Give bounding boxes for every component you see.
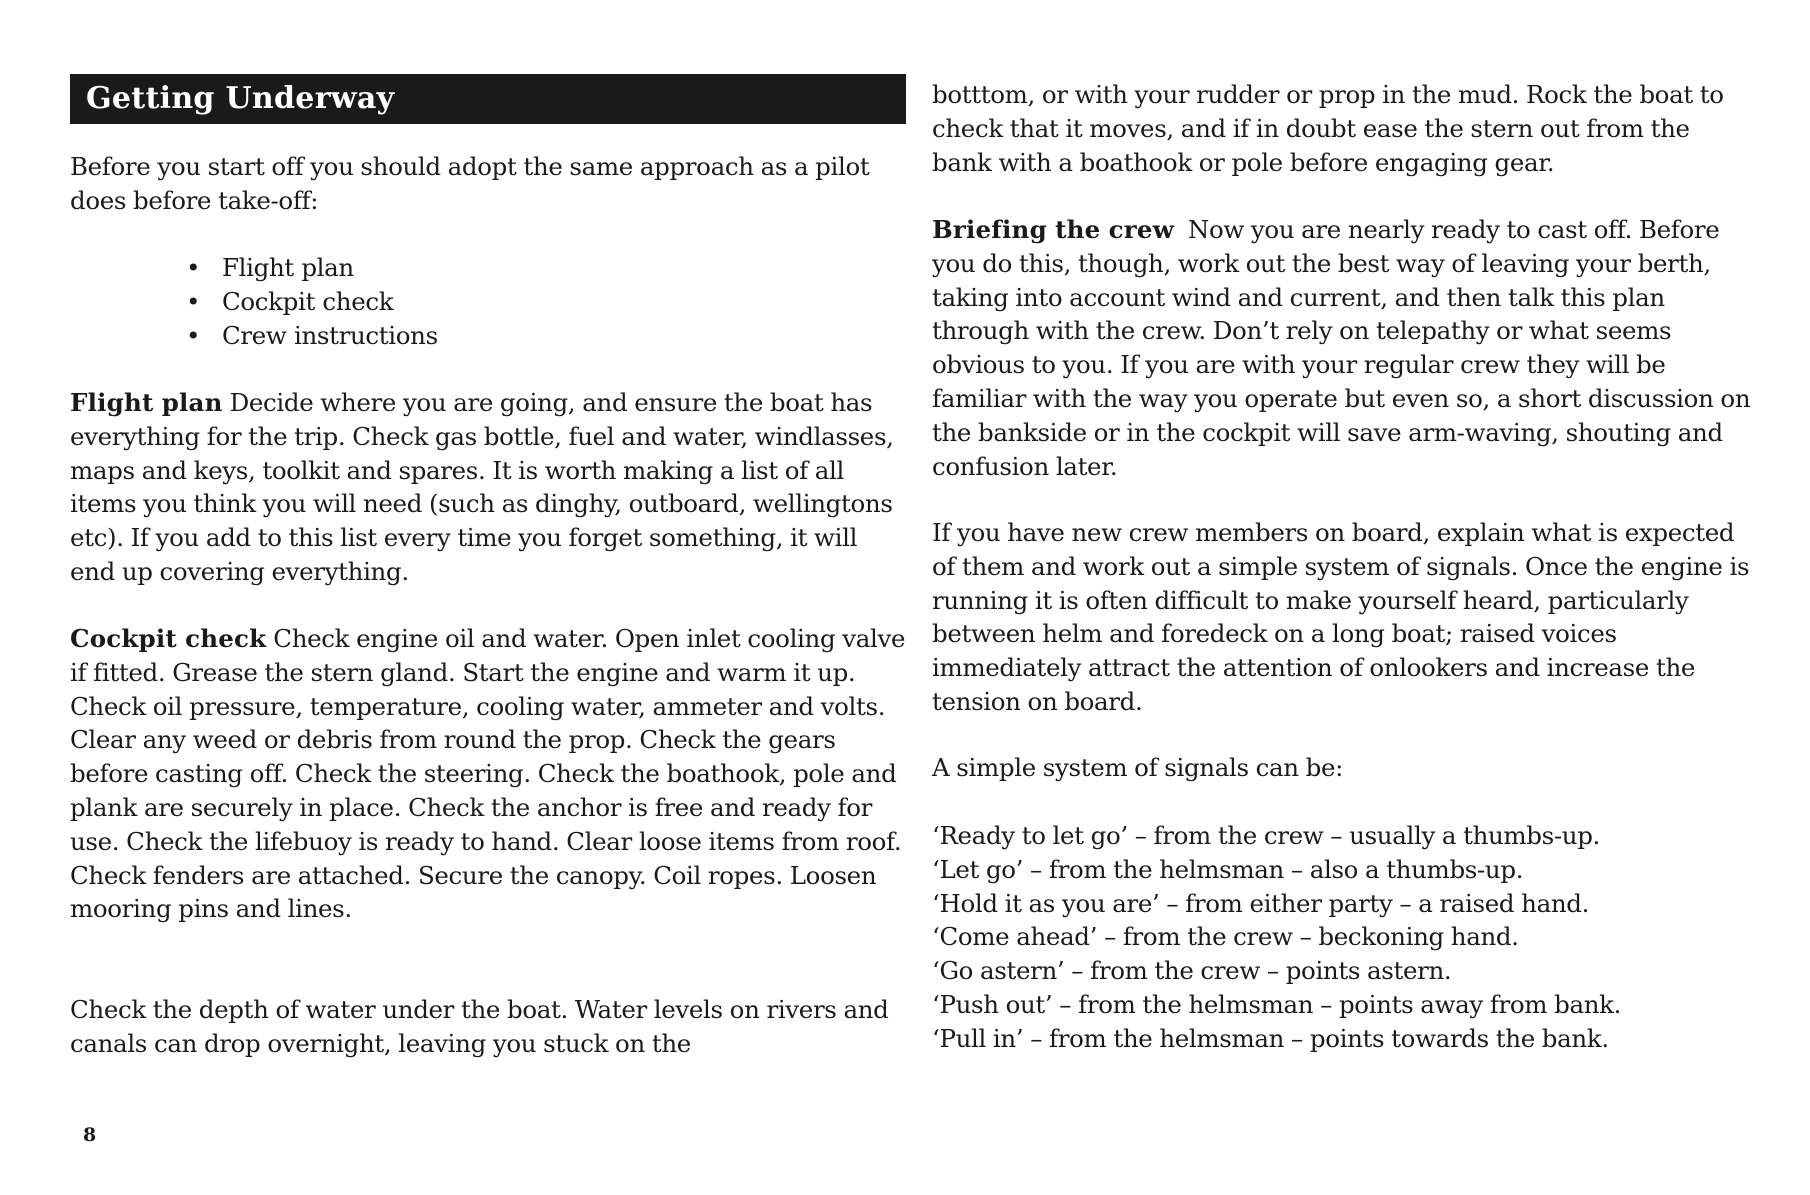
list-item <box>70 251 906 285</box>
briefing-label: Briefing the crew <box>932 215 1174 244</box>
list-item <box>70 319 906 353</box>
signal-line: ‘Come ahead’ – from the crew – beckoning hand. <box>932 922 1519 952</box>
intro-paragraph: Before you start off you should adopt the same approach as a pilot does before take-off: <box>70 152 870 215</box>
new-crew-paragraph: If you have new crew members on board, explain what is expected of them and work out a simple system of signals. Once the engine is running it is often difficult to make yourself heard, particularly between helm and foredeck on a long boat; raised voices immediately attract the attention of onlookers and increase the tension on board. <box>932 518 1750 716</box>
signals-list <box>932 819 1752 1056</box>
cockpit-check-text: Check engine oil and water. Open inlet cooling valve if fitted. Grease the stern gland. Start the engine and warm it up. Check oil pressure, temperature, cooling water, ammeter and volts. Clear any weed or debris from round the prop. Check the gears before casting off. Check the steering. Check the boathook, pole and plank are securely in place. Check the anchor is free and ready for use. Check the lifebuoy is ready to hand. Clear loose items from roof. Check fenders are attached. Secure the canopy. Coil ropes. Loosen mooring pins and lines. <box>70 624 906 924</box>
flight-plan-text: Decide where you are going, and ensure the boat has everything for the trip. Check gas bottle, fuel and water, windlasses, maps and keys, toolkit and spares. It is worth making a list of all items you think you will need (such as dinghy, outboard, wellingtons etc). If you add to this list every time you forget something, it will end up covering everything. <box>70 388 894 586</box>
list-item-label: Flight plan <box>222 253 354 282</box>
signal-line: ‘Pull in’ – from the helmsman – points towards the bank. <box>932 1023 1609 1053</box>
list-item <box>70 285 906 319</box>
signal-line: ‘Let go’ – from the helmsman – also a thumbs-up. <box>932 854 1524 884</box>
continuation-paragraph: botttom, or with your rudder or prop in the mud. Rock the boat to check that it moves, and if in doubt ease the stern out from the bank with a boathook or pole before engaging gear. <box>932 80 1724 177</box>
signal-line: ‘Ready to let go’ – from the crew – usually a thumbs-up. <box>932 821 1600 850</box>
briefing-paragraph <box>932 213 1752 483</box>
signals-intro-block <box>932 751 1752 785</box>
bullet-icon: • <box>186 253 201 282</box>
new-crew-block <box>932 516 1752 719</box>
cockpit-check-paragraph <box>70 622 906 926</box>
depth-block <box>70 993 906 1061</box>
signal-line: ‘Go astern’ – from the crew – points astern. <box>932 956 1452 986</box>
signal-line: ‘Push out’ – from the helmsman – points away from bank. <box>932 989 1622 1019</box>
checklist <box>70 251 906 352</box>
bullet-icon: • <box>186 286 201 316</box>
continuation-block <box>932 78 1752 179</box>
section-heading-bar <box>70 74 906 124</box>
cockpit-check-block <box>70 622 906 926</box>
section-heading: Getting Underway <box>86 81 395 116</box>
list-item-label: Cockpit check <box>222 286 394 316</box>
bullet-icon: • <box>186 320 201 350</box>
briefing-block <box>932 213 1752 483</box>
depth-paragraph: Check the depth of water under the boat. Water levels on rivers and canals can drop overnight, leaving you stuck on the <box>70 995 889 1058</box>
signal-line: ‘Hold it as you are’ – from either party – a raised hand. <box>932 888 1590 918</box>
cockpit-check-label: Cockpit check <box>70 624 267 653</box>
bullet-block <box>70 251 906 352</box>
flight-plan-block <box>70 386 906 589</box>
intro-block <box>70 150 906 218</box>
signals-intro: A simple system of signals can be: <box>932 753 1343 782</box>
flight-plan-label: Flight plan <box>70 388 223 417</box>
briefing-text: Now you are nearly ready to cast off. Before you do this, though, work out the best way of leaving your berth, taking into account wind and current, and then talk this plan through with the crew. Don’t rely on telepathy or what seems obvious to you. If you are with your regular crew they will be familiar with the way you operate but even so, a short discussion on the bankside or in the cockpit will save arm-waving, shouting and confusion later. <box>932 215 1751 481</box>
page-number: 8 <box>83 1124 97 1146</box>
flight-plan-paragraph <box>70 386 906 589</box>
list-item-label: Crew instructions <box>222 320 438 350</box>
